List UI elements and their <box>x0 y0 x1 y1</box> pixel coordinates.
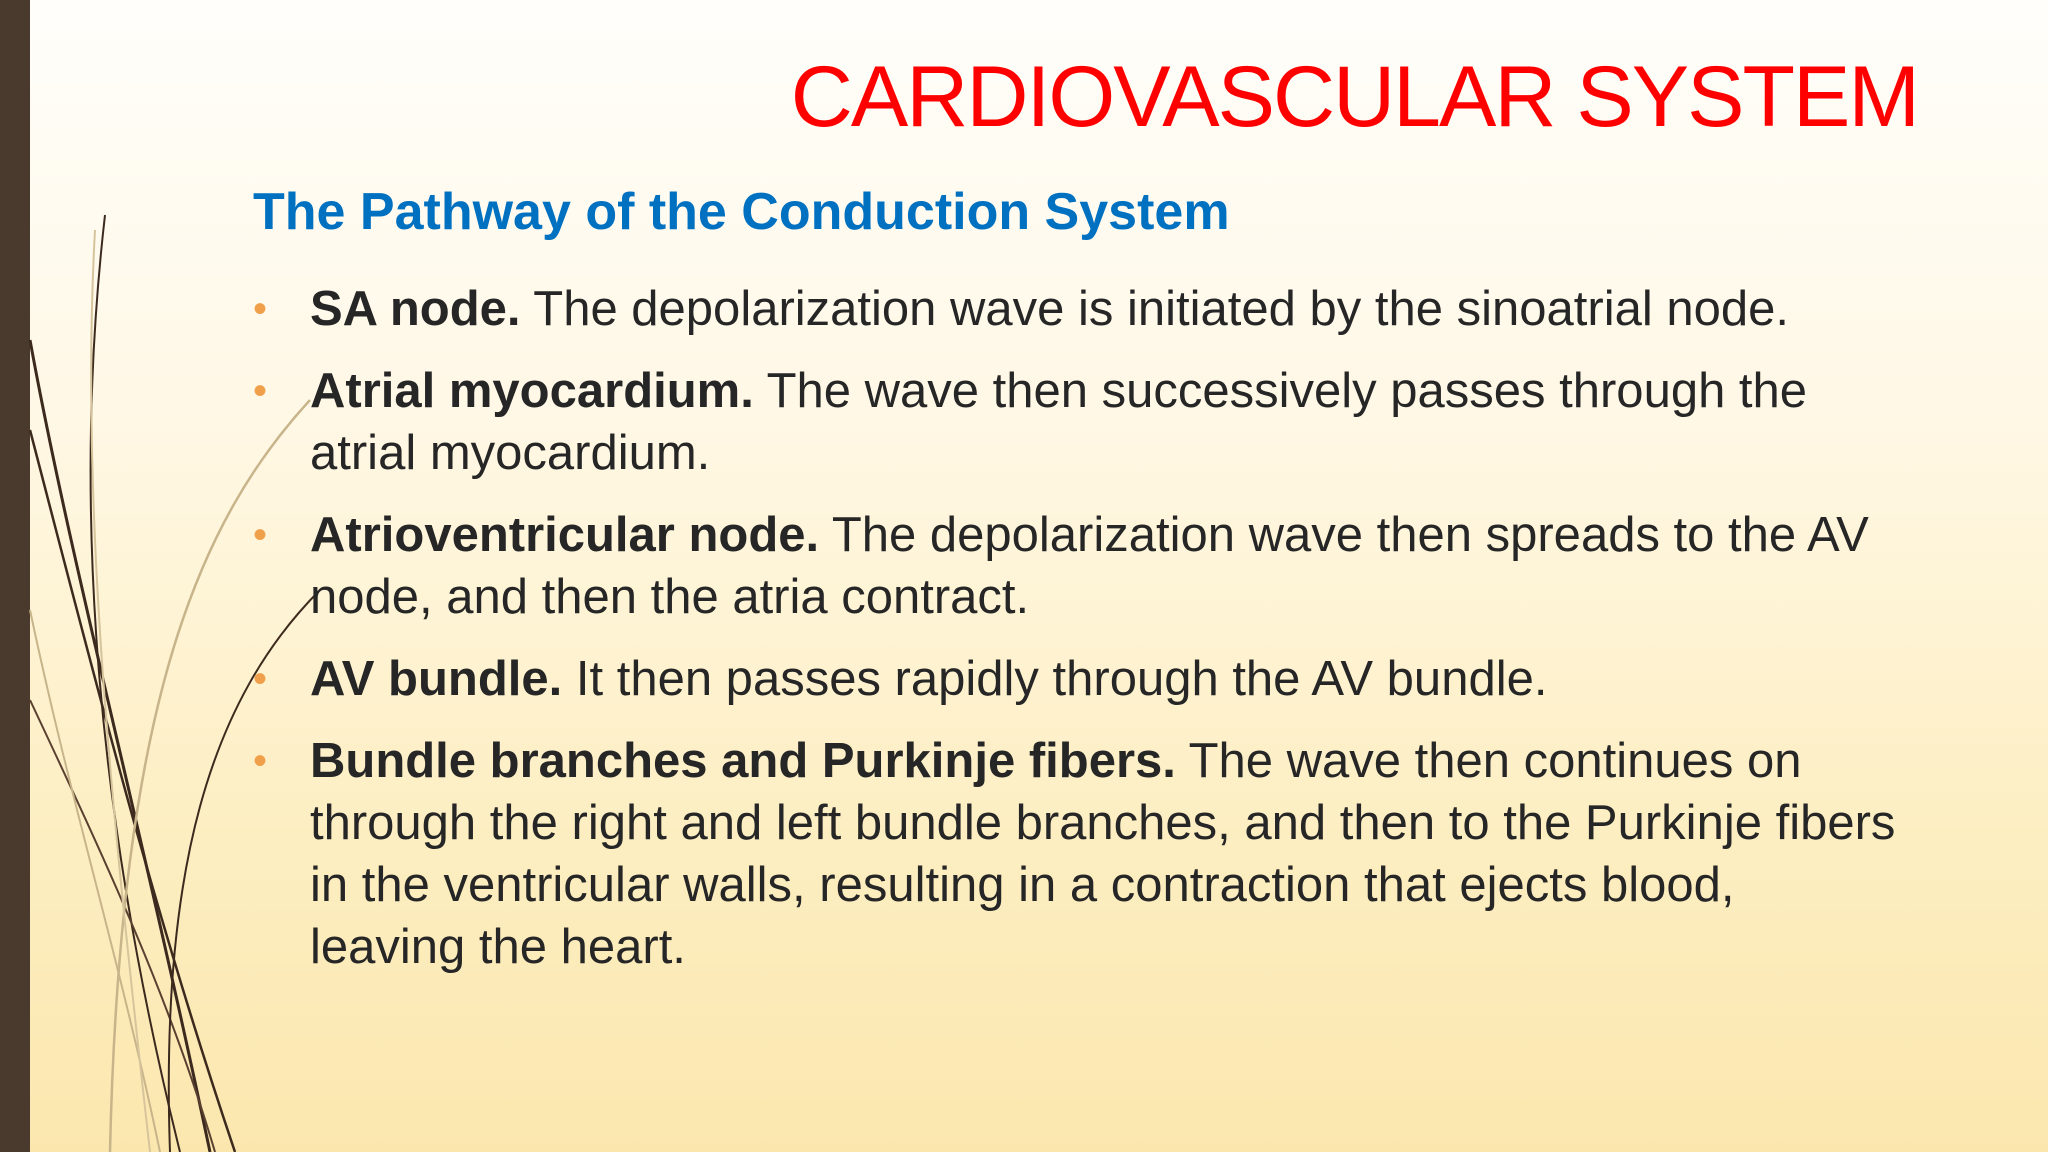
bullet-icon: • <box>253 513 268 557</box>
item-text: The depolarization wave then spreads to the AV node, and then the atria contract. <box>310 508 1869 624</box>
list-item-av-bundle <box>253 648 1903 710</box>
item-text: The depolarization wave is initiated by the sinoatrial node. <box>520 282 1789 336</box>
list-item-atrial-myocardium <box>253 360 1903 484</box>
slide-subtitle: The Pathway of the Conduction System <box>253 183 1230 241</box>
list-item-sa-node <box>253 278 1903 340</box>
item-term: AV bundle. <box>310 652 563 706</box>
list-item-bundle-branches <box>253 730 1903 978</box>
item-term: Atrial myocardium. <box>310 364 754 418</box>
bullet-icon: • <box>253 369 268 413</box>
item-term: Bundle branches and Purkinje fibers. <box>310 734 1176 788</box>
item-text: The wave then successively passes through the atrial myocardium. <box>310 364 1808 480</box>
conduction-pathway-list <box>253 278 1903 998</box>
bullet-icon: • <box>253 287 268 331</box>
item-text: It then passes rapidly through the AV bundle. <box>562 652 1548 706</box>
list-item-av-node <box>253 504 1903 628</box>
decor-line-1 <box>30 340 210 1152</box>
bullet-icon: • <box>253 657 268 701</box>
slide-title: CARDIOVASCULAR SYSTEM <box>790 49 1918 145</box>
item-term: SA node. <box>310 282 521 336</box>
item-text: The wave then continues on through the right and left bundle branches, and then to the Purkinje fibers in the ventricular walls, resulting in a contraction that ejects blood, leaving the heart. <box>310 734 1896 974</box>
bullet-icon: • <box>253 739 268 783</box>
item-term: Atrioventricular node. <box>310 508 820 562</box>
